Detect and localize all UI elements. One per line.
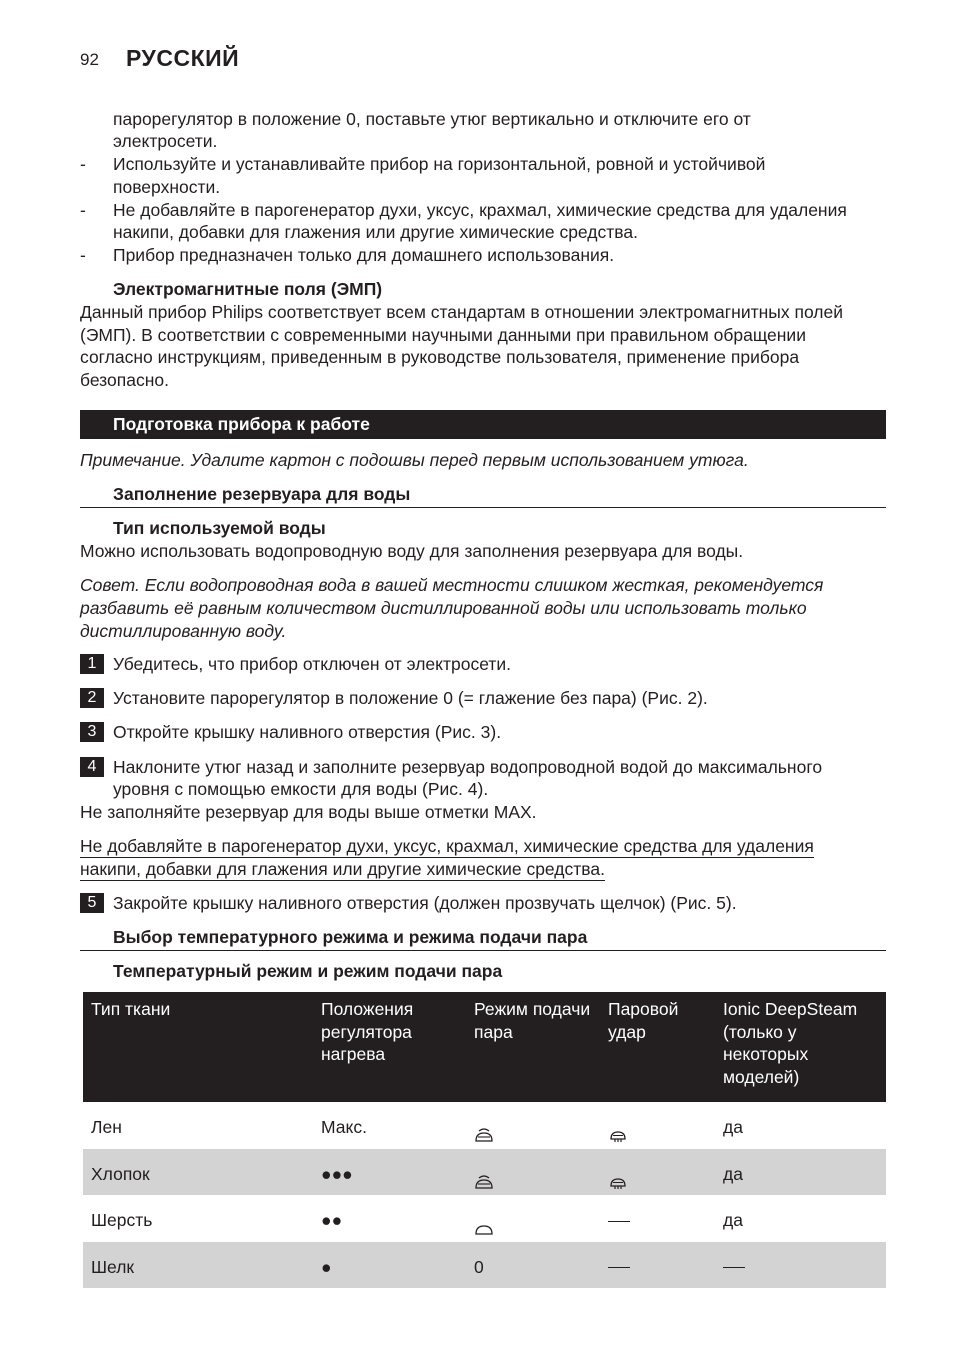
step-number: 4 — [80, 757, 104, 777]
header-steam: Режим подачи пара — [466, 992, 600, 1102]
divider — [80, 950, 886, 951]
steam-max-icon — [474, 1173, 494, 1196]
warning-line2-text: накипи, добавки для глажения или другие химические средства. — [80, 859, 605, 879]
table-row — [83, 1242, 886, 1288]
step-text: Убедитесь, что прибор отключен от электросети. — [113, 654, 512, 674]
cell-temp: ●● — [321, 1210, 343, 1230]
step-text: Установите парорегулятор в положение 0 (= глажение без пара) (Рис. 2). — [113, 688, 708, 708]
cell-temp: Макс. — [321, 1117, 367, 1137]
language-title: РУССКИЙ — [126, 45, 240, 71]
table-header-row — [83, 992, 886, 1102]
section-header-bar — [80, 410, 886, 439]
tip-line1: Совет. Если водопроводная вода в вашей местности слишком жесткая, рекомендуется — [80, 575, 824, 595]
section-title: Подготовка прибора к работе — [113, 414, 370, 434]
table-row — [83, 1149, 886, 1196]
fabric-settings-table — [83, 992, 886, 1288]
intro-continuation-line2: электросети. — [113, 131, 218, 151]
step-text-line2: уровня с помощью емкости для воды (Рис. 4). — [113, 779, 489, 799]
temp-subtitle: Температурный режим и режим подачи пара — [113, 961, 503, 981]
bullet-dash: - — [80, 245, 86, 265]
step-text: Наклоните утюг назад и заполните резервуар водопроводной водой до максимального — [113, 757, 823, 777]
cell-boost — [600, 1102, 715, 1149]
header-temp: Положения регулятора нагрева — [313, 992, 466, 1102]
note-text: Примечание. Удалите картон с подошвы перед первым использованием утюга. — [80, 450, 749, 470]
cell-ionic: да — [715, 1149, 886, 1196]
fill-title: Заполнение резервуара для воды — [113, 484, 411, 504]
cell-fabric: Шелк — [83, 1242, 313, 1288]
table-row — [83, 1102, 886, 1149]
cell-steam — [466, 1195, 600, 1242]
step-number: 2 — [80, 688, 104, 708]
header-ionic: Ionic DeepSteam (только у некоторых моделей) — [715, 992, 886, 1102]
steam-max-icon — [474, 1126, 494, 1149]
header-fabric: Тип ткани — [83, 992, 313, 1102]
tip-line3: дистиллированную воду. — [80, 621, 287, 641]
dash-mark — [608, 1267, 630, 1268]
bullet-3-line1: Прибор предназначен только для домашнего использования. — [113, 245, 615, 265]
warning-line1-text: Не добавляйте в парогенератор духи, уксус, крахмал, химические средства для удаления — [80, 836, 814, 856]
header-boost: Паровой удар — [600, 992, 715, 1102]
warning-line2 — [80, 858, 605, 881]
cell-steam: 0 — [466, 1242, 600, 1288]
step-number: 3 — [80, 722, 104, 742]
max-note: Не заполняйте резервуар для воды выше отметки MAX. — [80, 802, 537, 822]
bullet-1-line2: поверхности. — [113, 177, 221, 197]
divider — [80, 507, 886, 508]
steam-min-icon — [474, 1219, 494, 1242]
emf-line3: согласно инструкциям, приведенным в руководстве пользователя, применение прибора — [80, 347, 800, 367]
cell-temp: ● — [313, 1242, 466, 1288]
step-number: 5 — [80, 893, 104, 913]
cell-steam — [466, 1102, 600, 1149]
water-type-text: Можно использовать водопроводную воду для заполнения резервуара для воды. — [80, 541, 744, 561]
water-type-title: Тип используемой воды — [113, 518, 326, 538]
page-number: 92 — [80, 50, 99, 69]
tip-line2: разбавить её равным количеством дистиллированной воды или использовать только — [80, 598, 807, 618]
cell-ionic: да — [723, 1117, 743, 1137]
step-number: 1 — [80, 654, 104, 674]
table-row — [83, 1195, 886, 1242]
cell-temp: ●●● — [313, 1149, 466, 1196]
steam-boost-icon — [608, 1126, 628, 1149]
emf-title: Электромагнитные поля (ЭМП) — [113, 279, 383, 299]
intro-continuation-line1: парорегулятор в положение 0, поставьте утюг вертикально и отключите его от — [113, 109, 751, 129]
emf-line1: Данный прибор Philips соответствует всем стандартам в отношении электромагнитных полей — [80, 302, 844, 322]
step-text: Закройте крышку наливного отверстия (должен прозвучать щелчок) (Рис. 5). — [113, 893, 737, 913]
dash-mark — [608, 1221, 630, 1222]
bullet-1-line1: Используйте и устанавливайте прибор на горизонтальной, ровной и устойчивой — [113, 154, 766, 174]
cell-steam — [466, 1149, 600, 1196]
emf-line4: безопасно. — [80, 370, 169, 390]
step-text: Откройте крышку наливного отверстия (Рис. 3). — [113, 722, 502, 742]
cell-fabric: Хлопок — [83, 1149, 313, 1196]
steam-boost-icon — [608, 1173, 628, 1196]
emf-line2: (ЭМП). В соответствии с современными научными данными при правильном обращении — [80, 325, 806, 345]
cell-boost — [600, 1242, 715, 1288]
dash-mark — [723, 1267, 745, 1268]
bullet-2-line1: Не добавляйте в парогенератор духи, уксус, крахмал, химические средства для удаления — [113, 200, 847, 220]
warning-line1 — [80, 835, 814, 858]
bullet-dash: - — [80, 200, 86, 220]
bullet-2-line2: накипи, добавки для глажения или другие химические средства. — [113, 222, 638, 242]
cell-fabric: Лен — [91, 1117, 122, 1137]
cell-boost — [600, 1149, 715, 1196]
cell-ionic — [715, 1242, 886, 1288]
cell-ionic: да — [723, 1210, 743, 1230]
bullet-dash: - — [80, 154, 86, 174]
cell-boost — [600, 1195, 715, 1242]
temp-section-title: Выбор температурного режима и режима подачи пара — [113, 927, 588, 947]
cell-fabric: Шерсть — [91, 1210, 153, 1230]
